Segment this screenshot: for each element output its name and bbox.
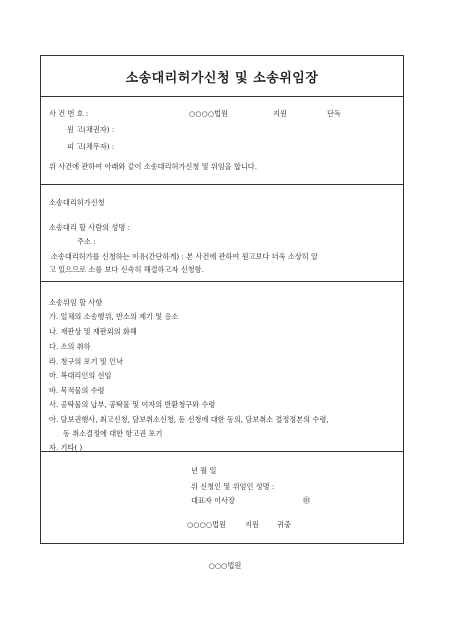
- case-number-label: 사 건 번 호 :: [49, 109, 89, 118]
- applicant-name-label: 위 신청인 및 위임인 성명 :: [191, 482, 275, 491]
- delegation-item: 라. 청구의 포기 및 인낙: [49, 357, 123, 366]
- delegation-item: 동 취소결정에 대한 항고권 포기: [63, 429, 163, 438]
- application-section: [41, 185, 403, 282]
- delegation-item: 바. 목적물의 수령: [49, 386, 105, 395]
- signature-section: [41, 452, 403, 544]
- seal-mark: ㊞: [303, 496, 311, 505]
- representative-label: 대표자 이사장: [191, 496, 235, 505]
- case-info-section: [41, 97, 403, 185]
- delegation-item: 가. 일체의 소송행위, 반소의 제기 및 응소: [49, 312, 179, 321]
- application-form: [40, 55, 404, 544]
- delegation-item: 아. 담보권행사, 최고신청, 담보취소신청, 동 신청에 대한 동의, 담보취소 결정정본의 수령,: [49, 415, 329, 424]
- case-branch: 지원: [273, 109, 287, 118]
- delegation-item: 다. 소의 취하: [49, 342, 91, 351]
- case-division: 단독: [327, 109, 341, 118]
- plaintiff-label: 원 고(채권자) :: [67, 125, 115, 134]
- agent-address-label: 주소 :: [77, 237, 96, 246]
- document-title: 소송대리허가신청 및 소송위임장: [125, 71, 319, 86]
- reason-line-1: 소송대리허가를 신청하는 이유(간단하게) : 본 사건에 관하여 원고보다 더욱 소상히 알: [51, 252, 318, 261]
- title-section: [41, 56, 403, 97]
- intro-text: 위 사건에 관하여 아래와 같이 소송대리허가신청 및 위임을 합니다.: [49, 162, 258, 171]
- signature-date: 년 월 일: [191, 466, 217, 475]
- application-heading: 소송대리허가신청: [49, 198, 105, 207]
- delegation-section: [41, 282, 403, 452]
- reason-line-2: 고 있으므로 소를 보다 신속히 해결하고자 신청함.: [49, 265, 204, 274]
- agent-name-label: 소송대리 할 사람의 성명 :: [49, 223, 130, 232]
- signature-court: ○○○○법원: [187, 520, 226, 529]
- footer-court: ○○○법원: [208, 561, 242, 570]
- addressee: 귀중: [277, 520, 291, 529]
- delegation-item: 사. 공탁물의 납부, 공탁물 및 이자의 반환청구와 수령: [49, 400, 216, 409]
- delegation-item: 마. 복대리인의 선임: [49, 371, 112, 380]
- case-court: ○○○○법원: [189, 109, 228, 118]
- signature-branch: 지원: [245, 520, 259, 529]
- delegation-heading: 소송위임 할 사항: [49, 298, 103, 307]
- defendant-label: 피 고(채무자) :: [67, 142, 115, 151]
- delegation-item: 나. 재판상 및 재판외의 화해: [49, 327, 137, 336]
- delegation-item: 자. 기타( ): [49, 443, 83, 452]
